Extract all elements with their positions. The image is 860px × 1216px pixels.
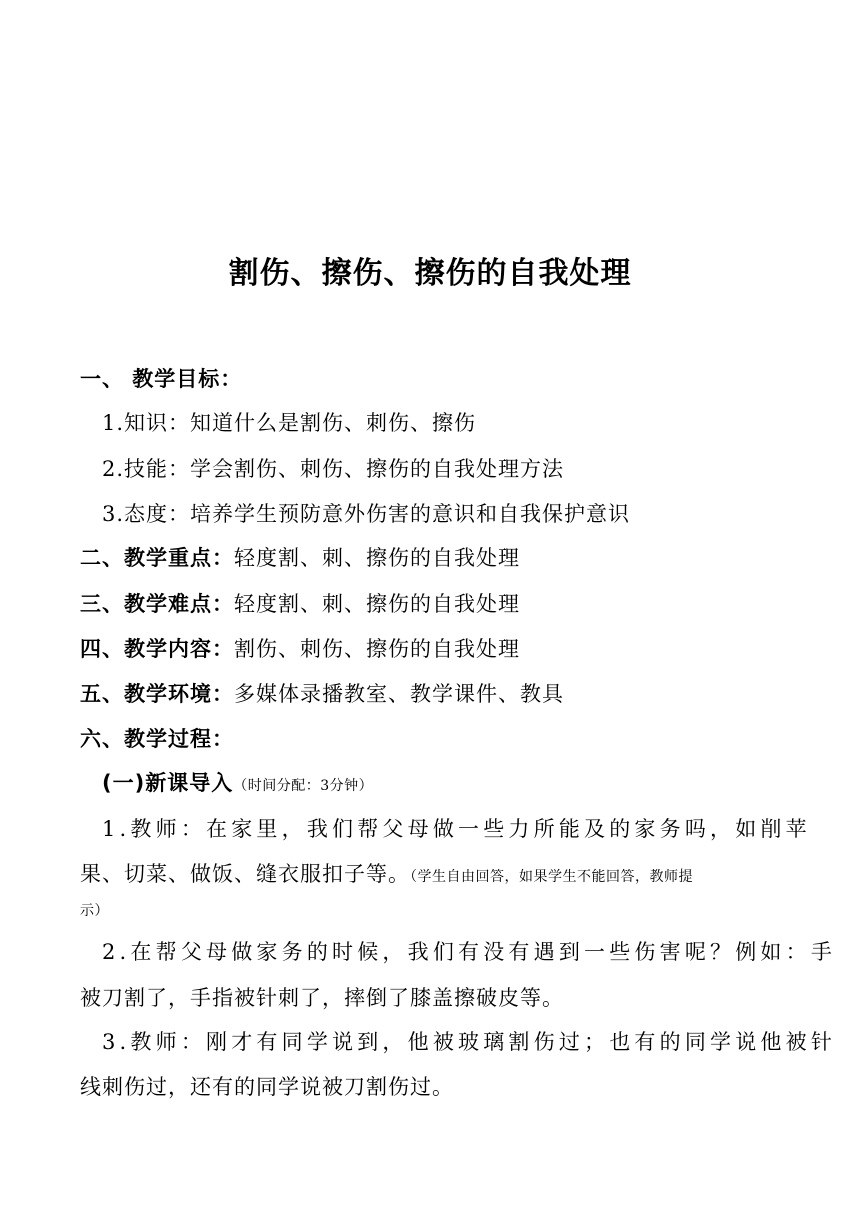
difficulties-label: 三、教学难点： [80,592,234,616]
environment-value: 多媒体录播教室、教学课件、教具 [234,682,564,706]
environment-label: 五、教学环境： [80,682,234,706]
paragraph-1-line-2 [80,859,693,892]
objective-item-knowledge: 1.知识：知道什么是割伤、刺伤、擦伤 [102,411,477,435]
key-points-label: 二、教学重点： [80,546,234,570]
intro-subsection-row [102,768,373,801]
process-heading: 六、教学过程： [80,727,234,751]
objective-item-skills: 2.技能：学会割伤、刺伤、擦伤的自我处理方法 [102,457,565,481]
intro-subsection-label: (一)新课导入 [102,771,234,795]
document-title: 割伤、擦伤、擦伤的自我处理 [228,256,632,291]
paragraph-2-line-1: 2.在帮父母做家务的时候，我们有没有遇到一些伤害呢？例如：手 [102,940,837,964]
paragraph-1-note: （学生自由回答，如果学生不能回答，教师提 [410,869,693,885]
paragraph-3-line-2: 线刺伤过，还有的同学说被刀割伤过。 [80,1075,454,1099]
paragraph-1-text: 果、切菜、做饭、缝衣服扣子等。 [80,862,410,886]
difficulties-row [80,589,520,619]
paragraph-2-line-2: 被刀割了，手指被针刺了，摔倒了膝盖擦破皮等。 [80,986,564,1010]
paragraph-1-line-1: 1.教师：在家里，我们帮父母做一些力所能及的家务吗，如削苹 [102,817,811,841]
paragraph-1-note-end: 示） [80,903,109,919]
objectives-heading: 一、 教学目标： [80,367,243,391]
key-points-value: 轻度割、刺、擦伤的自我处理 [234,546,520,570]
objective-item-attitude: 3.态度：培养学生预防意外伤害的意识和自我保护意识 [102,502,631,526]
paragraph-3-line-1: 3.教师：刚才有同学说到，他被玻璃割伤过；也有的同学说他被针 [102,1030,837,1054]
key-points-row [80,543,520,573]
difficulties-value: 轻度割、刺、擦伤的自我处理 [234,592,520,616]
content-label: 四、教学内容： [80,637,234,661]
intro-time-note: （时间分配：3分钟） [233,778,374,794]
environment-row [80,679,564,709]
content-value: 割伤、刺伤、擦伤的自我处理 [234,637,520,661]
content-row [80,634,520,664]
